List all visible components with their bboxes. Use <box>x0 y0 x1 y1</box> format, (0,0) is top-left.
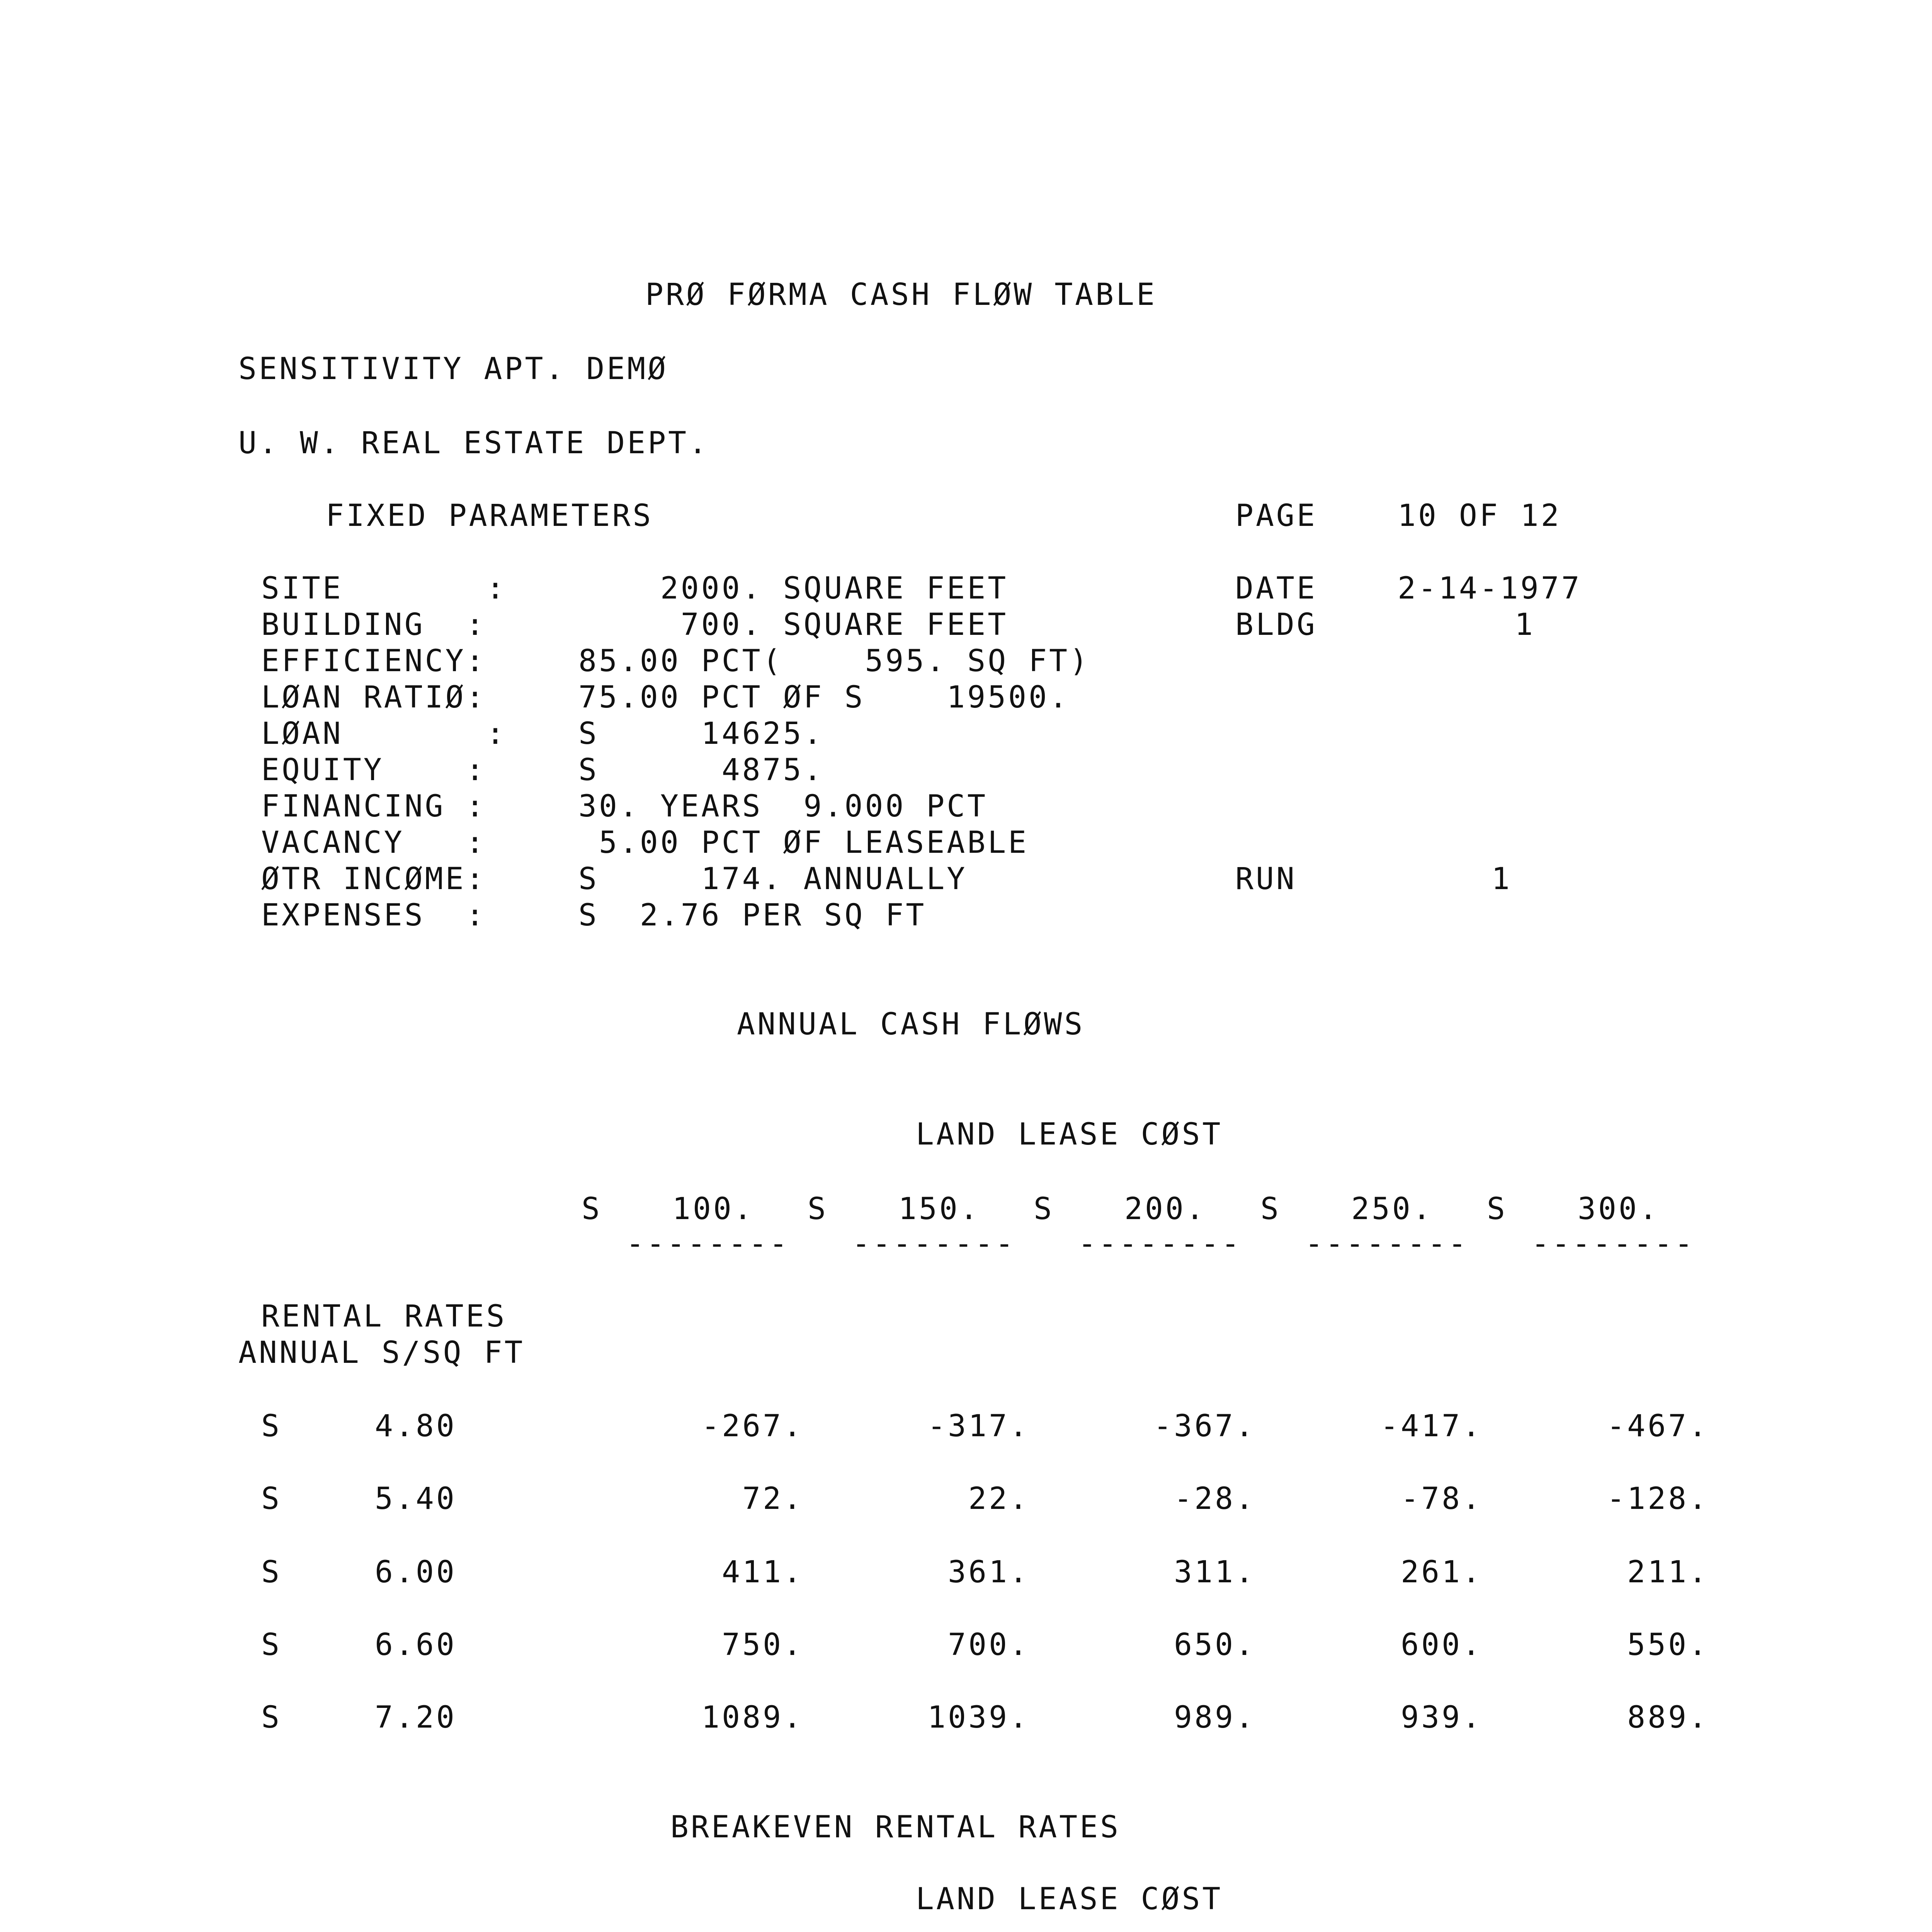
annual-land-lease-heading: LAND LEASE CØST <box>916 1117 1223 1152</box>
page-title: PRØ FØRMA CASH FLØW TABLE <box>645 277 1157 312</box>
param-value: 5.00 PCT ØF LEASEABLE <box>578 825 1029 860</box>
breakeven-land-lease-heading: LAND LEASE CØST <box>916 1882 1223 1917</box>
param-label: FINANCING : <box>261 789 486 824</box>
cash-flow-cell: 361. <box>948 1555 1030 1590</box>
date-value: 2-14-1977 <box>1398 571 1582 606</box>
column-rule: -------- <box>1078 1226 1242 1261</box>
column-rule: -------- <box>852 1226 1016 1261</box>
param-label: EXPENSES : <box>261 898 486 933</box>
currency-sign: S <box>261 1628 282 1662</box>
rental-rate: 6.00 <box>375 1555 457 1590</box>
param-value: S 174. ANNUALLY <box>578 862 968 896</box>
cash-flow-cell: -317. <box>927 1409 1030 1444</box>
currency-sign: S <box>261 1481 282 1516</box>
cash-flow-cell: 211. <box>1627 1555 1709 1590</box>
param-label: EFFICIENCY: <box>261 644 486 679</box>
cash-flow-cell: -467. <box>1607 1409 1709 1444</box>
row-heading-rental-rates: RENTAL RATES <box>261 1299 507 1334</box>
param-value: 2000. SQUARE FEET <box>578 571 1009 606</box>
cash-flow-cell: -28. <box>1174 1481 1256 1516</box>
cash-flow-cell: 1039. <box>927 1700 1030 1735</box>
rental-rate: 5.40 <box>375 1481 457 1516</box>
cash-flow-cell: 411. <box>722 1555 804 1590</box>
param-label: BUILDING : <box>261 607 486 642</box>
param-label: VACANCY : <box>261 825 486 860</box>
cash-flow-cell: 261. <box>1401 1555 1483 1590</box>
cash-flow-cell: -367. <box>1153 1409 1256 1444</box>
cost-value: 300. <box>1578 1192 1660 1226</box>
currency-sign: S <box>261 1700 282 1735</box>
param-value: S 14625. <box>578 716 824 751</box>
param-value: 85.00 PCT( 595. SQ FT) <box>578 644 1090 679</box>
cash-flow-cell: 889. <box>1627 1700 1709 1735</box>
cost-value: 250. <box>1351 1192 1433 1226</box>
param-value: S 4875. <box>578 753 824 787</box>
rental-rate: 6.60 <box>375 1628 457 1662</box>
currency-sign: S <box>261 1555 282 1590</box>
cash-flow-cell: 22. <box>968 1481 1030 1516</box>
fixed-parameters-heading: FIXED PARAMETERS <box>326 498 653 533</box>
param-value: 30. YEARS 9.000 PCT <box>578 789 988 824</box>
cash-flow-cell: 550. <box>1627 1628 1709 1662</box>
currency-sign: S <box>1260 1192 1281 1226</box>
page-number: 10 OF 12 <box>1398 498 1561 533</box>
page-label: PAGE <box>1235 498 1317 533</box>
cash-flow-cell: -78. <box>1401 1481 1483 1516</box>
annual-cash-flows-heading: ANNUAL CASH FLØWS <box>737 1007 1085 1042</box>
cash-flow-cell: 989. <box>1174 1700 1256 1735</box>
cash-flow-cell: 939. <box>1401 1700 1483 1735</box>
param-label: EQUITY : <box>261 753 486 787</box>
column-rule: -------- <box>1531 1226 1695 1261</box>
run-label: RUN <box>1235 862 1297 896</box>
param-label: LØAN RATIØ: <box>261 680 486 715</box>
cash-flow-cell: -417. <box>1380 1409 1483 1444</box>
currency-sign: S <box>261 1409 282 1444</box>
rental-rate: 7.20 <box>375 1700 457 1735</box>
cost-value: 100. <box>672 1192 754 1226</box>
date-label: DATE <box>1235 571 1317 606</box>
currency-sign: S <box>1034 1192 1054 1226</box>
currency-sign: S <box>582 1192 602 1226</box>
cash-flow-cell: 650. <box>1174 1628 1256 1662</box>
run-value: 1 <box>1492 862 1512 896</box>
param-value: 700. SQUARE FEET <box>578 607 1009 642</box>
param-label: ØTR INCØME: <box>261 862 486 896</box>
project-name: SENSITIVITY APT. DEMØ <box>238 352 668 386</box>
cash-flow-cell: -267. <box>701 1409 804 1444</box>
currency-sign: S <box>808 1192 828 1226</box>
cash-flow-cell: 750. <box>722 1628 804 1662</box>
param-label: LØAN : <box>261 716 507 751</box>
column-rule: -------- <box>1305 1226 1469 1261</box>
bldg-value: 1 <box>1515 607 1535 642</box>
currency-sign: S <box>1487 1192 1507 1226</box>
organization: U. W. REAL ESTATE DEPT. <box>238 426 709 461</box>
cash-flow-cell: 311. <box>1174 1555 1256 1590</box>
row-heading-annual: ANNUAL S/SQ FT <box>238 1335 525 1370</box>
rental-rate: 4.80 <box>375 1409 457 1444</box>
param-label: SITE : <box>261 571 507 606</box>
breakeven-heading: BREAKEVEN RENTAL RATES <box>670 1810 1121 1845</box>
cash-flow-cell: 600. <box>1401 1628 1483 1662</box>
column-rule: -------- <box>626 1226 790 1261</box>
cost-value: 200. <box>1124 1192 1206 1226</box>
param-value: S 2.76 PER SQ FT <box>578 898 927 933</box>
cash-flow-cell: 72. <box>742 1481 804 1516</box>
cash-flow-cell: 700. <box>948 1628 1030 1662</box>
bldg-label: BLDG <box>1235 607 1317 642</box>
cash-flow-cell: 1089. <box>701 1700 804 1735</box>
cash-flow-cell: -128. <box>1607 1481 1709 1516</box>
param-value: 75.00 PCT ØF S 19500. <box>578 680 1070 715</box>
cost-value: 150. <box>898 1192 980 1226</box>
